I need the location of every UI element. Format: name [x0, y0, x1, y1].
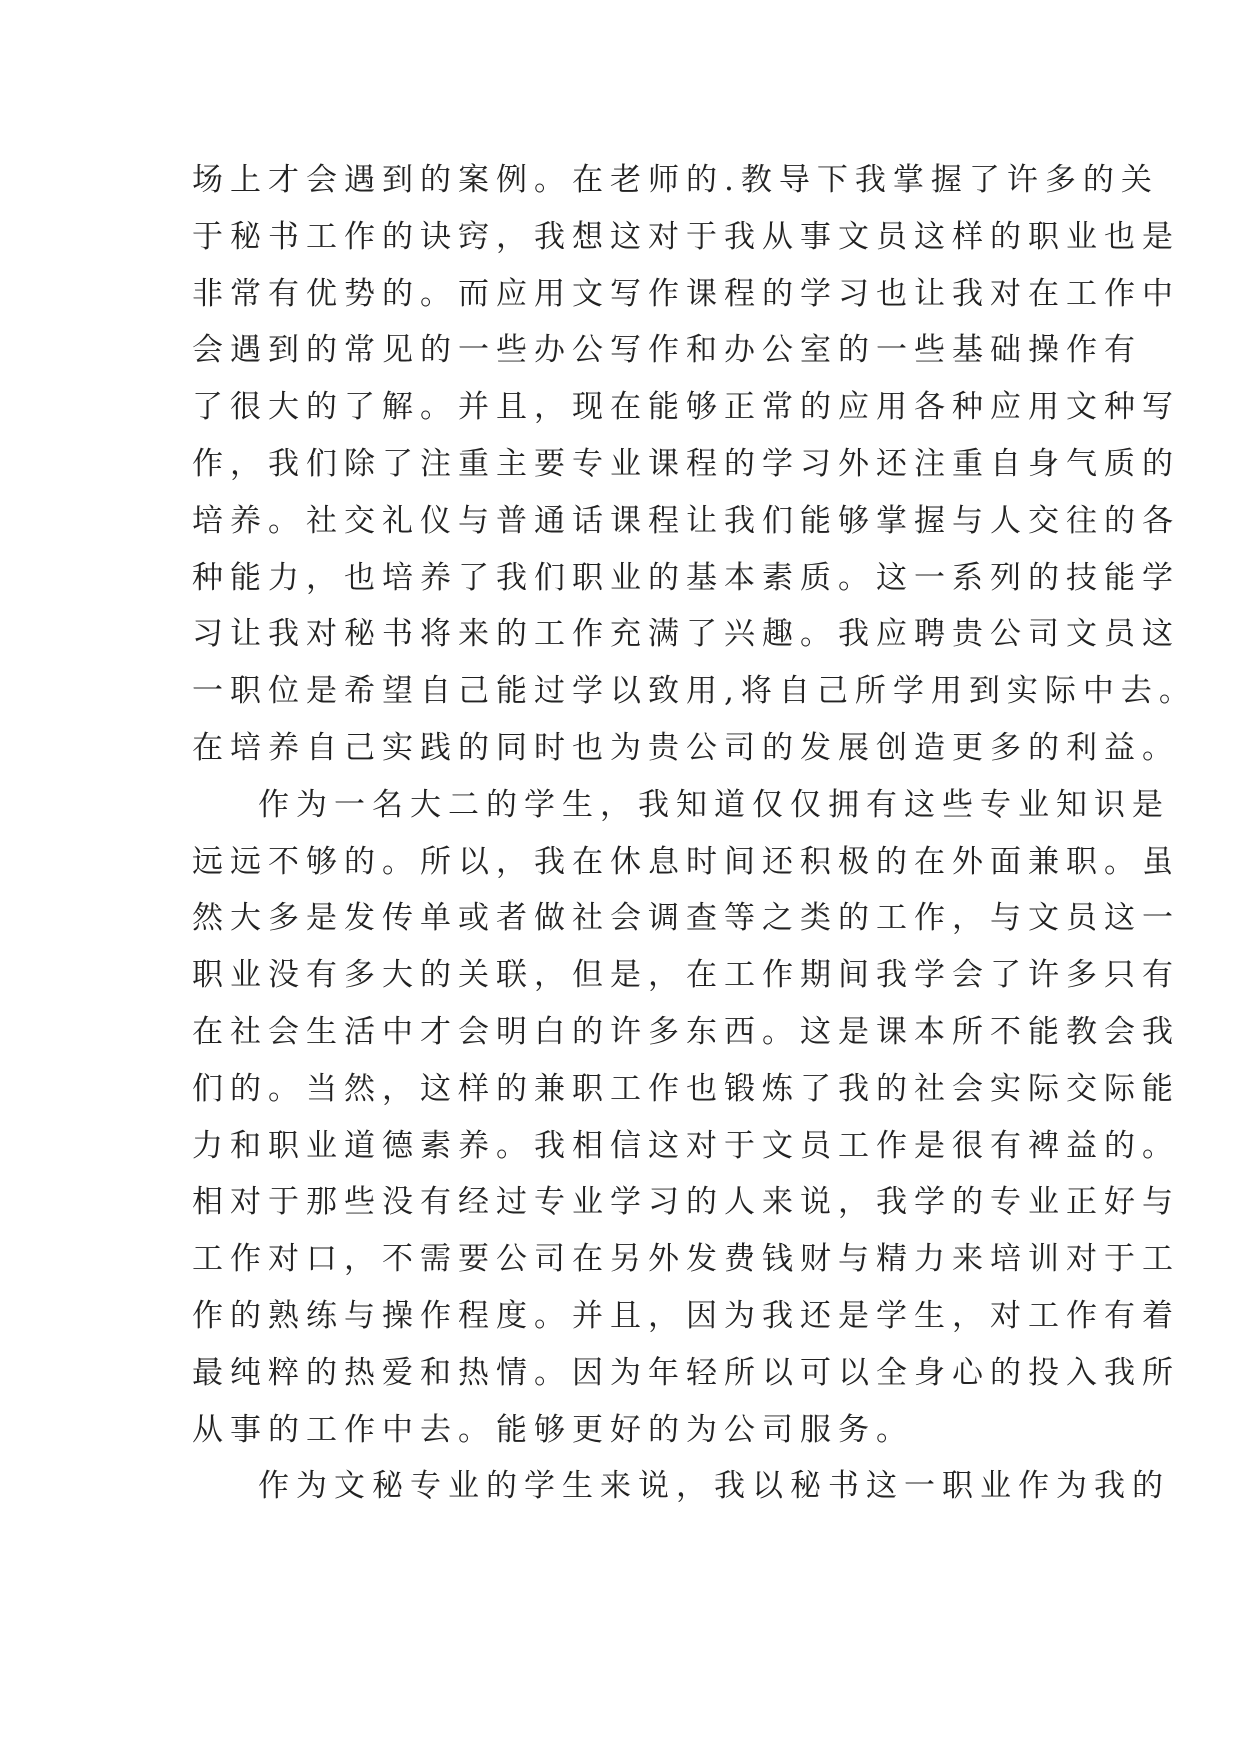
- text-line: 一职位是希望自己能过学以致用,将自己所学用到实际中去。: [192, 673, 1197, 710]
- text-line: 于秘书工作的诀窍，我想这对于我从事文员这样的职业也是: [192, 218, 1180, 255]
- text-line: 会遇到的常见的一些办公写作和办公室的一些基础操作有: [192, 332, 1142, 369]
- body-text: [192, 152, 1197, 1515]
- text-line: 从事的工作中去。能够更好的为公司服务。: [192, 1411, 914, 1448]
- text-line: 作为一名大二的学生，我知道仅仅拥有这些专业知识是: [258, 786, 1170, 823]
- text-line: 了很大的了解。并且，现在能够正常的应用各种应用文种写: [192, 389, 1180, 426]
- text-line: 作，我们除了注重主要专业课程的学习外还注重自身气质的: [192, 445, 1180, 482]
- text-line: 种能力，也培养了我们职业的基本素质。这一系列的技能学: [192, 559, 1180, 596]
- text-line: 然大多是发传单或者做社会调查等之类的工作，与文员这一: [192, 900, 1180, 937]
- text-line: 们的。当然，这样的兼职工作也锻炼了我的社会实际交际能: [192, 1070, 1180, 1107]
- text-line: 最纯粹的热爱和热情。因为年轻所以可以全身心的投入我所: [192, 1354, 1180, 1391]
- text-line: 相对于那些没有经过专业学习的人来说，我学的专业正好与: [192, 1184, 1180, 1221]
- text-line: 在社会生活中才会明白的许多东西。这是课本所不能教会我: [192, 1013, 1180, 1050]
- text-line: 力和职业道德素养。我相信这对于文员工作是很有裨益的。: [192, 1127, 1180, 1164]
- text-line: 非常有优势的。而应用文写作课程的学习也让我对在工作中: [192, 275, 1180, 312]
- text-line: 在培养自己实践的同时也为贵公司的发展创造更多的利益。: [192, 729, 1180, 766]
- text-line: 远远不够的。所以，我在休息时间还积极的在外面兼职。虽: [192, 843, 1180, 880]
- text-line: 习让我对秘书将来的工作充满了兴趣。我应聘贵公司文员这: [192, 616, 1180, 653]
- text-line: 作的熟练与操作程度。并且，因为我还是学生，对工作有着: [192, 1297, 1180, 1334]
- text-line: 工作对口，不需要公司在另外发费钱财与精力来培训对于工: [192, 1241, 1180, 1278]
- text-line: 培养。社交礼仪与普通话课程让我们能够掌握与人交往的各: [192, 502, 1180, 539]
- text-line: 职业没有多大的关联，但是，在工作期间我学会了许多只有: [192, 957, 1180, 994]
- text-line: 作为文秘专业的学生来说，我以秘书这一职业作为我的: [258, 1468, 1170, 1505]
- text-line: 场上才会遇到的案例。在老师的.教导下我掌握了许多的关: [192, 162, 1159, 198]
